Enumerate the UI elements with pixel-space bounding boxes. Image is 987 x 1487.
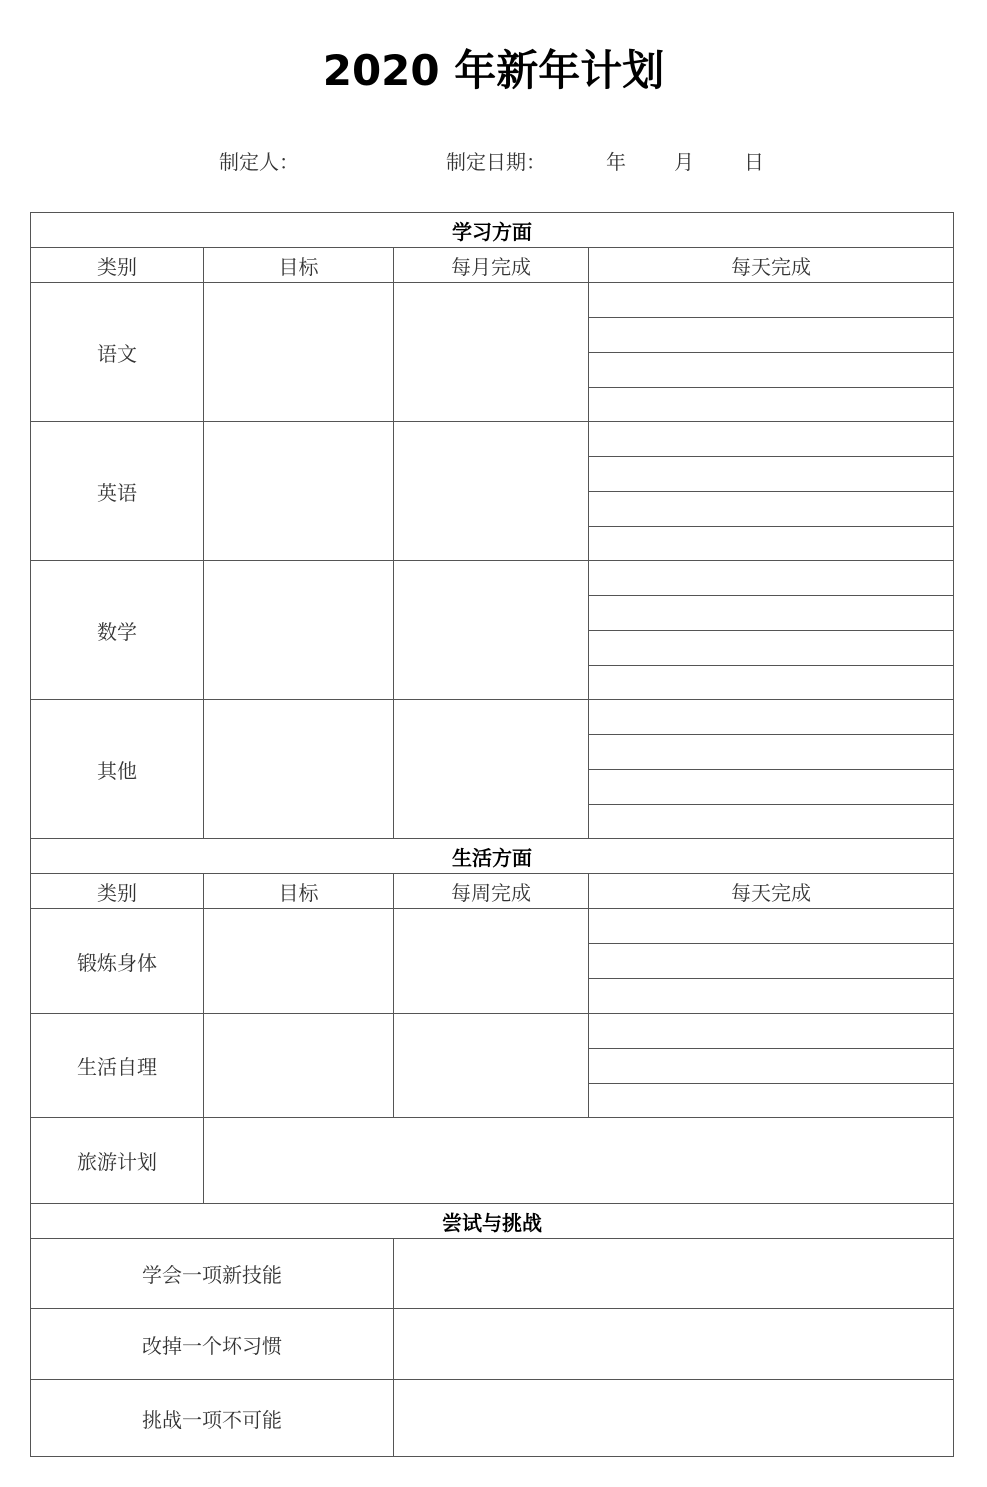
study-row-label: 其他 [31, 700, 204, 839]
daily-line[interactable] [589, 631, 954, 666]
daily-line[interactable] [589, 944, 954, 979]
challenge-row-label: 学会一项新技能 [31, 1239, 394, 1309]
goal-cell[interactable] [204, 283, 394, 422]
daily-line[interactable] [589, 1014, 954, 1049]
life-row-label: 生活自理 [31, 1014, 204, 1118]
daily-line[interactable] [589, 979, 954, 1014]
challenge-cell[interactable] [394, 1309, 954, 1380]
daily-line[interactable] [589, 909, 954, 944]
year-label: 年 [606, 150, 626, 174]
daily-line[interactable] [589, 666, 954, 700]
daily-line[interactable] [589, 492, 954, 527]
daily-line[interactable] [589, 561, 954, 596]
goal-cell[interactable] [204, 1014, 394, 1118]
daily-line[interactable] [589, 388, 954, 422]
study-row-label: 数学 [31, 561, 204, 700]
daily-line[interactable] [589, 596, 954, 631]
challenge-row-label: 改掉一个坏习惯 [31, 1309, 394, 1380]
study-col-goal: 目标 [204, 248, 394, 283]
life-col-daily: 每天完成 [589, 874, 954, 909]
daily-line[interactable] [589, 805, 954, 839]
month-label: 月 [674, 150, 694, 174]
daily-line[interactable] [589, 735, 954, 770]
monthly-cell[interactable] [394, 700, 589, 839]
challenge-cell[interactable] [394, 1239, 954, 1309]
life-section-title: 生活方面 [31, 839, 954, 874]
daily-line[interactable] [589, 422, 954, 457]
challenge-cell[interactable] [394, 1380, 954, 1457]
daily-line[interactable] [589, 1049, 954, 1084]
study-col-monthly: 每月完成 [394, 248, 589, 283]
date-label: 制定日期： [446, 150, 546, 174]
day-label: 日 [744, 150, 764, 174]
life-col-weekly: 每周完成 [394, 874, 589, 909]
daily-line[interactable] [589, 700, 954, 735]
daily-line[interactable] [589, 770, 954, 805]
daily-line[interactable] [589, 527, 954, 561]
monthly-cell[interactable] [394, 422, 589, 561]
life-col-category: 类别 [31, 874, 204, 909]
travel-label: 旅游计划 [31, 1118, 204, 1204]
study-col-daily: 每天完成 [589, 248, 954, 283]
maker-label: 制定人： [219, 150, 299, 174]
goal-cell[interactable] [204, 909, 394, 1014]
daily-line[interactable] [589, 353, 954, 388]
daily-line[interactable] [589, 457, 954, 492]
challenge-row-label: 挑战一项不可能 [31, 1380, 394, 1457]
study-row-label: 语文 [31, 283, 204, 422]
study-section-title: 学习方面 [31, 213, 954, 248]
monthly-cell[interactable] [394, 283, 589, 422]
daily-line[interactable] [589, 318, 954, 353]
goal-cell[interactable] [204, 422, 394, 561]
study-col-category: 类别 [31, 248, 204, 283]
weekly-cell[interactable] [394, 1014, 589, 1118]
travel-cell[interactable] [204, 1118, 954, 1204]
weekly-cell[interactable] [394, 909, 589, 1014]
life-row-label: 锻炼身体 [31, 909, 204, 1014]
monthly-cell[interactable] [394, 561, 589, 700]
challenge-section-title: 尝试与挑战 [31, 1204, 954, 1239]
daily-line[interactable] [589, 283, 954, 318]
daily-line[interactable] [589, 1084, 954, 1118]
study-row-label: 英语 [31, 422, 204, 561]
page-title: 2020 年新年计划 [322, 46, 665, 95]
plan-table [30, 212, 954, 1457]
goal-cell[interactable] [204, 700, 394, 839]
goal-cell[interactable] [204, 561, 394, 700]
life-col-goal: 目标 [204, 874, 394, 909]
